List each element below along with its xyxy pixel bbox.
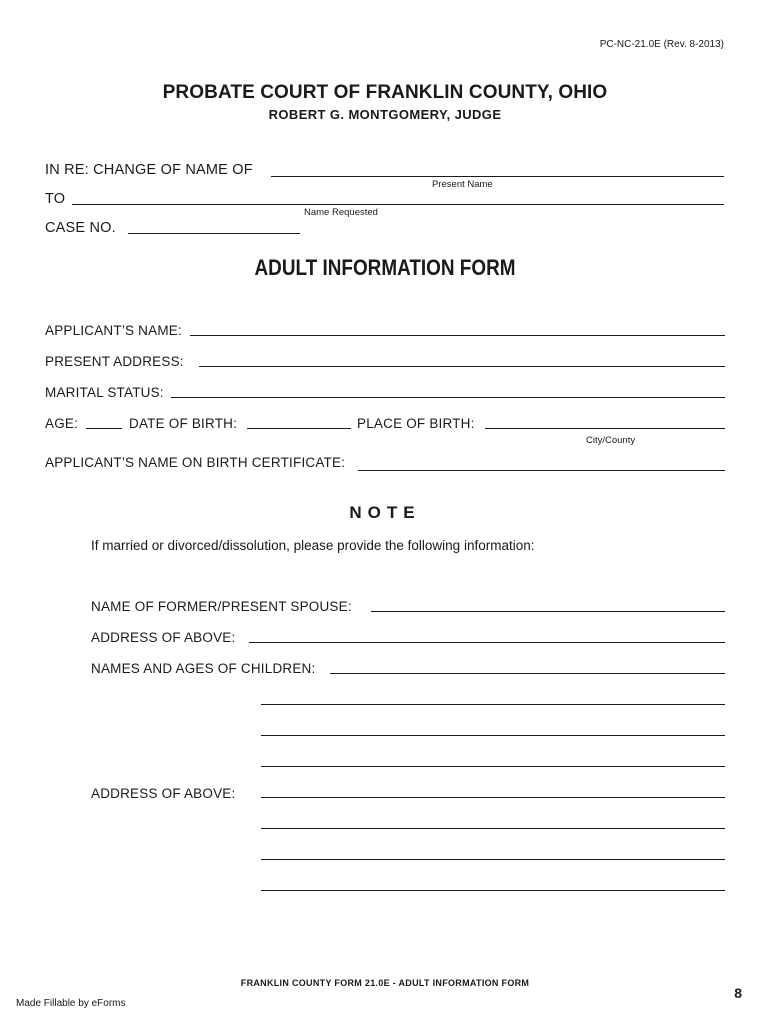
footer-form-label: FRANKLIN COUNTY FORM 21.0E - ADULT INFORMATION FORM xyxy=(240,978,530,988)
age-label: AGE: xyxy=(45,416,79,431)
date-of-birth-label: DATE OF BIRTH: xyxy=(129,416,238,431)
present-name-field[interactable] xyxy=(271,176,724,177)
marital-status-field[interactable] xyxy=(171,397,725,398)
note-text: If married or divorced/dissolution, please provide the following information: xyxy=(91,538,535,553)
form-number: PC-NC-21.0E (Rev. 8-2013) xyxy=(599,39,724,50)
page-number: 8 xyxy=(734,985,742,1001)
form-title: ADULT INFORMATION FORM xyxy=(254,255,516,280)
spouse-address-label: ADDRESS OF ABOVE: xyxy=(91,630,236,645)
in-re-label: IN RE: CHANGE OF NAME OF xyxy=(45,162,253,178)
made-by-eforms: Made Fillable by eForms xyxy=(16,998,126,1009)
birth-certificate-name-label: APPLICANT’S NAME ON BIRTH CERTIFICATE: xyxy=(45,455,346,470)
applicant-name-label: APPLICANT’S NAME: xyxy=(45,323,182,338)
children-address-field-1[interactable] xyxy=(261,797,725,798)
judge-name: ROBERT G. MONTGOMERY, JUDGE xyxy=(268,107,502,122)
place-of-birth-field[interactable] xyxy=(485,428,725,429)
note-heading: NOTE xyxy=(349,503,421,522)
former-spouse-label: NAME OF FORMER/PRESENT SPOUSE: xyxy=(91,599,352,614)
children-field-4[interactable] xyxy=(261,766,725,767)
children-address-field-3[interactable] xyxy=(261,859,725,860)
children-field-3[interactable] xyxy=(261,735,725,736)
name-requested-hint: Name Requested xyxy=(304,207,378,218)
to-label: TO xyxy=(45,191,66,207)
spouse-address-field[interactable] xyxy=(249,642,725,643)
children-address-label: ADDRESS OF ABOVE: xyxy=(91,786,236,801)
marital-status-label: MARITAL STATUS: xyxy=(45,385,164,400)
children-field-1[interactable] xyxy=(330,673,725,674)
children-address-field-4[interactable] xyxy=(261,890,725,891)
applicant-name-field[interactable] xyxy=(190,335,725,336)
date-of-birth-field[interactable] xyxy=(247,428,351,429)
present-address-field[interactable] xyxy=(199,366,725,367)
place-of-birth-label: PLACE OF BIRTH: xyxy=(357,416,475,431)
city-county-hint: City/County xyxy=(586,435,636,446)
case-no-label: CASE NO. xyxy=(45,220,116,236)
age-field[interactable] xyxy=(86,428,122,429)
children-label: NAMES AND AGES OF CHILDREN: xyxy=(91,661,316,676)
children-field-2[interactable] xyxy=(261,704,725,705)
case-no-field[interactable] xyxy=(128,233,300,234)
children-address-field-2[interactable] xyxy=(261,828,725,829)
name-requested-field[interactable] xyxy=(72,204,724,205)
former-spouse-field[interactable] xyxy=(371,611,725,612)
court-name: PROBATE COURT OF FRANKLIN COUNTY, OHIO xyxy=(162,82,608,103)
birth-certificate-name-field[interactable] xyxy=(358,470,725,471)
present-name-hint: Present Name xyxy=(432,179,493,190)
present-address-label: PRESENT ADDRESS: xyxy=(45,354,184,369)
